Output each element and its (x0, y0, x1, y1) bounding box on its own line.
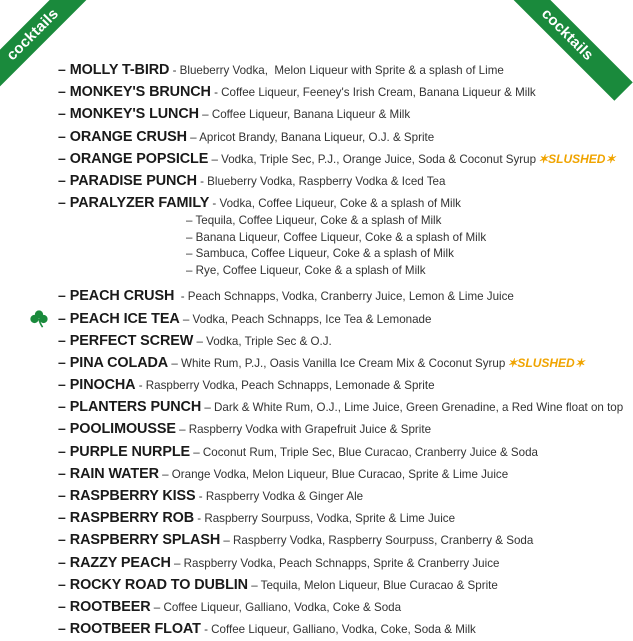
cocktail-name: POOLIMOUSSE (69, 421, 176, 438)
list-item (58, 417, 598, 439)
bullet-dash: – (58, 509, 66, 526)
bullet-dash: – (58, 620, 66, 637)
cocktail-ingredients: Apricot Brandy, Banana Liqueur, O.J. & Sprite (199, 130, 435, 144)
bullet-dash: – (58, 487, 66, 503)
separator: - (200, 623, 212, 637)
list-item (58, 284, 598, 306)
list-item (58, 484, 598, 506)
bullet-dash: – (58, 127, 66, 144)
bullet-dash: – (58, 420, 66, 437)
cocktail-name: PINOCHA (69, 377, 136, 394)
cocktail-ingredients: Vodka, Triple Sec, P.J., Orange Juice, Soda & Coconut Syrup (221, 152, 537, 166)
cocktail-ingredients: Dark & White Rum, O.J., Lime Juice, Green Grenadine, a Red Wine float on top (214, 401, 624, 415)
list-item-line (58, 307, 598, 329)
separator: – (168, 356, 181, 370)
separator: – (175, 423, 189, 437)
separator: – (158, 467, 172, 481)
cocktail-ingredients: Peach Schnapps, Vodka, Cranberry Juice, Lemon & Lime Juice (187, 290, 514, 304)
cocktail-ingredients: Raspberry Vodka, Raspberry Sourpuss, Cranberry & Soda (233, 534, 534, 548)
bullet-dash: – (58, 464, 66, 481)
cocktail-name: ROOTBEER (69, 598, 151, 615)
list-item-line (58, 528, 598, 550)
slushed-badge: ✶SLUSHED✶ (507, 355, 585, 370)
list-item (58, 102, 598, 124)
bullet-dash: – (58, 83, 66, 100)
separator: – (220, 534, 234, 548)
list-item-line (58, 147, 616, 169)
list-item-line (58, 506, 598, 528)
cocktail-name: MONKEY'S BRUNCH (69, 84, 211, 101)
cocktail-name: PERFECT SCREW (69, 332, 194, 349)
variation-line: – Rye, Coffee Liqueur, Coke & a splash of Milk (186, 263, 426, 277)
cocktail-ingredients: Tequila, Melon Liqueur, Blue Curacao & Sprite (260, 578, 498, 592)
list-item-line (58, 395, 624, 417)
cocktail-ingredients: Blueberry Vodka, Raspberry Vodka & Iced Tea (207, 174, 446, 188)
list-item (58, 595, 598, 617)
cocktail-name: RAIN WATER (69, 465, 159, 482)
bullet-dash: – (58, 597, 66, 614)
cocktail-name: PARADISE PUNCH (69, 172, 197, 189)
separator: – (190, 445, 203, 459)
cocktail-ingredients: Blueberry Vodka, Melon Liqueur with Sprite & a splash of Lime (179, 64, 504, 77)
cocktail-name: PEACH ICE TEA (69, 310, 180, 327)
cocktail-name: PLANTERS PUNCH (69, 399, 202, 416)
slushed-badge: ✶SLUSHED✶ (538, 151, 616, 166)
bullet-dash: – (58, 331, 66, 348)
separator: – (193, 334, 207, 348)
variation-line: – Sambuca, Coffee Liqueur, Coke & a splash of Milk (186, 247, 454, 261)
separator: – (247, 578, 261, 592)
separator: - (195, 490, 206, 503)
cocktail-name: PEACH CRUSH (69, 288, 175, 305)
list-item-line (58, 573, 598, 595)
bullet-dash: – (58, 376, 66, 393)
separator: – (170, 556, 184, 570)
cocktail-name: ORANGE CRUSH (69, 128, 187, 145)
cocktail-ingredients: Raspberry Sourpuss, Vodka, Sprite & Lime Juice (204, 512, 456, 526)
list-item-line (58, 80, 598, 102)
list-item (58, 462, 598, 484)
cocktail-name: RASPBERRY KISS (69, 488, 196, 504)
cocktail-ingredients: Raspberry Vodka, Peach Schnapps, Sprite & Cranberry Juice (183, 556, 500, 570)
cocktail-ingredients: Coffee Liqueur, Galliano, Vodka, Coke, Soda & Milk (211, 623, 476, 637)
cocktail-ingredients: Vodka, Coffee Liqueur, Coke & a splash of Milk (219, 197, 461, 211)
bullet-dash: – (58, 194, 66, 211)
list-item-line (58, 462, 598, 484)
separator: – (179, 312, 193, 326)
cocktail-name: RASPBERRY ROB (69, 510, 195, 527)
separator: - (135, 379, 146, 393)
bullet-dash: – (58, 353, 66, 370)
separator: – (201, 401, 215, 415)
list-item-line (58, 351, 598, 373)
list-item-line (58, 125, 598, 147)
bullet-dash: – (58, 61, 66, 77)
bullet-dash: – (58, 398, 66, 415)
list-item-line (58, 551, 598, 573)
separator: - (209, 197, 220, 211)
list-item-line (58, 58, 598, 80)
cocktail-ingredients: Raspberry Vodka & Ginger Ale (205, 490, 364, 503)
separator: – (198, 108, 212, 122)
cocktails-banner-left-label: cocktails (0, 0, 99, 101)
separator: - (196, 174, 208, 188)
list-item (58, 329, 598, 351)
list-item (58, 125, 598, 147)
bullet-dash: – (58, 531, 66, 548)
shamrock-icon (30, 310, 48, 328)
cocktail-name: ORANGE POPSICLE (69, 150, 209, 167)
cocktails-banner-right-label: cocktails (501, 0, 633, 101)
list-item (58, 307, 598, 329)
cocktail-name: PURPLE NURPLE (69, 443, 191, 460)
cocktail-name: PARALYZER FAMILY (69, 195, 210, 212)
list-item (58, 373, 598, 395)
separator: – (150, 600, 164, 614)
separator: - (174, 290, 188, 304)
cocktail-name: ROOTBEER FLOAT (69, 621, 201, 638)
cocktail-name: RAZZY PEACH (69, 554, 171, 571)
bullet-dash: – (58, 171, 66, 188)
bullet-dash: – (58, 309, 66, 326)
bullet-dash: – (58, 105, 66, 122)
bullet-dash: – (58, 442, 66, 459)
list-item (58, 506, 598, 528)
separator: - (194, 512, 205, 526)
list-item (58, 551, 598, 573)
list-item (58, 395, 624, 417)
list-item (58, 191, 598, 284)
variation-line: – Tequila, Coffee Liqueur, Coke & a splash of Milk (186, 214, 442, 228)
separator: - (210, 86, 222, 100)
cocktail-ingredients: Vodka, Peach Schnapps, Ice Tea & Lemonade (192, 312, 432, 326)
list-item-line (58, 169, 598, 191)
cocktail-ingredients: Orange Vodka, Melon Liqueur, Blue Curacao, Sprite & Lime Juice (171, 467, 509, 481)
bullet-dash: – (58, 287, 66, 304)
list-item-line (58, 329, 598, 351)
list-item-line (58, 417, 598, 439)
list-item-line (58, 440, 598, 462)
cocktail-ingredients: Coffee Liqueur, Galliano, Vodka, Coke & Soda (163, 600, 402, 614)
list-item (58, 573, 598, 595)
variation-line: – Banana Liqueur, Coffee Liqueur, Coke & a splash of Milk (186, 230, 487, 244)
cocktail-ingredients: White Rum, P.J., Oasis Vanilla Ice Cream Mix & Coconut Syrup (181, 356, 506, 370)
list-item (58, 440, 598, 462)
cocktail-name: RASPBERRY SPLASH (69, 532, 221, 549)
list-item-line (58, 284, 598, 306)
cocktail-name: PINA COLADA (69, 354, 169, 371)
list-item-line (58, 484, 598, 506)
list-item (58, 351, 598, 373)
list-item (58, 169, 598, 191)
list-item-line (58, 191, 598, 213)
list-item-line (58, 617, 598, 639)
bullet-dash: – (58, 553, 66, 570)
cocktail-name: MONKEY'S LUNCH (69, 106, 199, 123)
cocktail-ingredients: Vodka, Triple Sec & O.J. (206, 334, 332, 348)
cocktail-ingredients: Raspberry Vodka with Grapefruit Juice & Sprite (188, 423, 432, 437)
list-item (58, 80, 598, 102)
cocktail-ingredients: Coconut Rum, Triple Sec, Blue Curacao, Cranberry Juice & Soda (202, 445, 539, 459)
list-item-line (58, 373, 598, 395)
separator: - (169, 64, 180, 77)
list-item (58, 528, 598, 550)
list-item-line (58, 102, 598, 124)
cocktail-name: ROCKY ROAD TO DUBLIN (69, 576, 248, 593)
bullet-dash: – (58, 149, 66, 166)
separator: – (186, 130, 200, 144)
list-item-line (58, 595, 598, 617)
cocktail-ingredients: Raspberry Vodka, Peach Schnapps, Lemonade & Sprite (145, 379, 435, 393)
list-item (58, 58, 598, 80)
bullet-dash: – (58, 575, 66, 592)
list-item (58, 617, 598, 639)
cocktail-ingredients: Coffee Liqueur, Banana Liqueur & Milk (211, 108, 411, 122)
cocktail-ingredients: Coffee Liqueur, Feeney's Irish Cream, Banana Liqueur & Milk (221, 86, 536, 100)
cocktail-name: MOLLY T-BIRD (69, 62, 170, 78)
separator: – (208, 152, 222, 166)
list-item (58, 147, 616, 169)
cocktail-list (58, 58, 624, 639)
